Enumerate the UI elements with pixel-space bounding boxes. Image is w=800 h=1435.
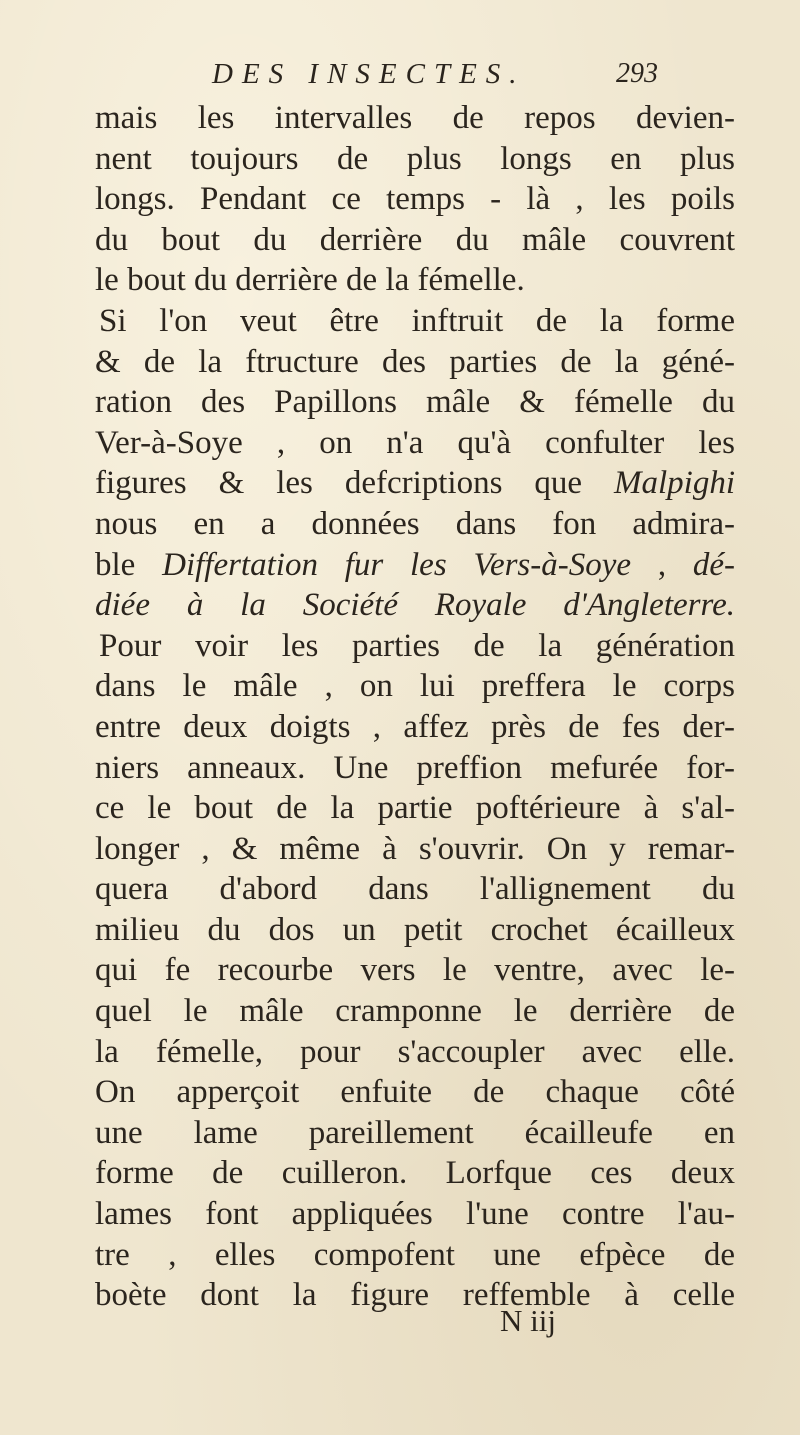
text-segment: le bout du derrière de la fémelle. [95,262,525,299]
text-line [95,98,735,139]
signature-mark: N iij [500,1303,556,1338]
body-text [95,98,735,1316]
text-line [95,220,735,261]
text-segment: lames font appliquées l'une contre l'au- [95,1196,735,1233]
text-segment: niers anneaux. Une preffion mefurée for- [95,749,735,786]
text-line [95,342,735,383]
text-segment: ble [95,546,163,583]
page-header [212,58,692,98]
text-line [95,1235,735,1276]
text-line [95,179,735,220]
text-segment: une lame pareillement écailleufe en [95,1114,735,1151]
text-segment: milieu du dos un petit crochet écailleux [95,911,735,948]
text-segment: nent toujours de plus longs en plus [95,140,735,177]
text-segment: ce le bout de la partie poftérieure à s'al- [95,790,735,827]
text-line [95,707,735,748]
text-line [95,666,735,707]
text-segment: dans le mâle , on lui preffera le corps [95,668,735,705]
text-line [95,991,735,1032]
text-line [95,382,735,423]
text-line [95,585,735,626]
text-line [95,950,735,991]
italic-text-segment: dé- [692,546,736,583]
text-segment: On apperçoit enfuite de chaque côté [95,1074,735,1111]
italic-text-segment: diée à la Société Royale d'Angleterre. [95,587,735,624]
italic-text-segment: Differtation fur les Vers-à-Soye [162,546,632,583]
text-line [95,1153,735,1194]
text-line [95,1275,735,1316]
text-line [95,1032,735,1073]
text-line [95,504,735,545]
text-segment: nous en a données dans fon admira- [95,505,735,542]
text-line [95,829,735,870]
page-number: 293 [616,58,658,89]
text-line [95,423,735,464]
text-segment: longer , & même à s'ouvrir. On y remar- [95,830,735,867]
text-segment: mais les intervalles de repos devien- [95,100,735,136]
text-segment: du bout du derrière du mâle couvrent [95,221,735,258]
text-line [95,545,735,586]
text-segment: entre deux doigts , affez près de fes der- [95,708,735,745]
text-line [95,788,735,829]
text-line [95,260,735,301]
text-segment: longs. Pendant ce temps - là , les poils [95,181,735,218]
italic-text-segment: Malpighi [614,465,735,502]
text-segment: quera d'abord dans l'allignement du [95,871,735,908]
text-line [95,1113,735,1154]
text-segment: figures & les defcriptions que [95,465,614,502]
text-line [95,139,735,180]
text-segment: Pour voir les parties de la génération [99,627,735,664]
text-segment: Ver-à-Soye , on n'a qu'à confulter les [95,424,735,461]
text-segment: , [631,546,693,583]
text-line [95,1194,735,1235]
running-head: DES INSECTES. [212,58,526,90]
text-segment: forme de cuilleron. Lorfque ces deux [95,1155,735,1192]
text-segment: la fémelle, pour s'accoupler avec elle. [95,1033,735,1070]
text-line [95,748,735,789]
text-line [95,1072,735,1113]
text-line [95,910,735,951]
text-line [95,869,735,910]
text-segment: quel le mâle cramponne le derrière de [95,993,735,1030]
text-segment: tre , elles compofent une efpèce de [95,1236,735,1273]
text-line [95,463,735,504]
text-segment: ration des Papillons mâle & fémelle du [95,384,735,421]
text-segment: qui fe recourbe vers le ventre, avec le- [95,952,735,989]
text-segment: Si l'on veut être inftruit de la forme [99,302,735,339]
text-line [95,626,735,667]
text-segment: & de la ftructure des parties de la géné- [95,343,735,380]
text-segment: boète dont la figure reffemble à celle [95,1277,735,1314]
text-line [95,301,735,342]
